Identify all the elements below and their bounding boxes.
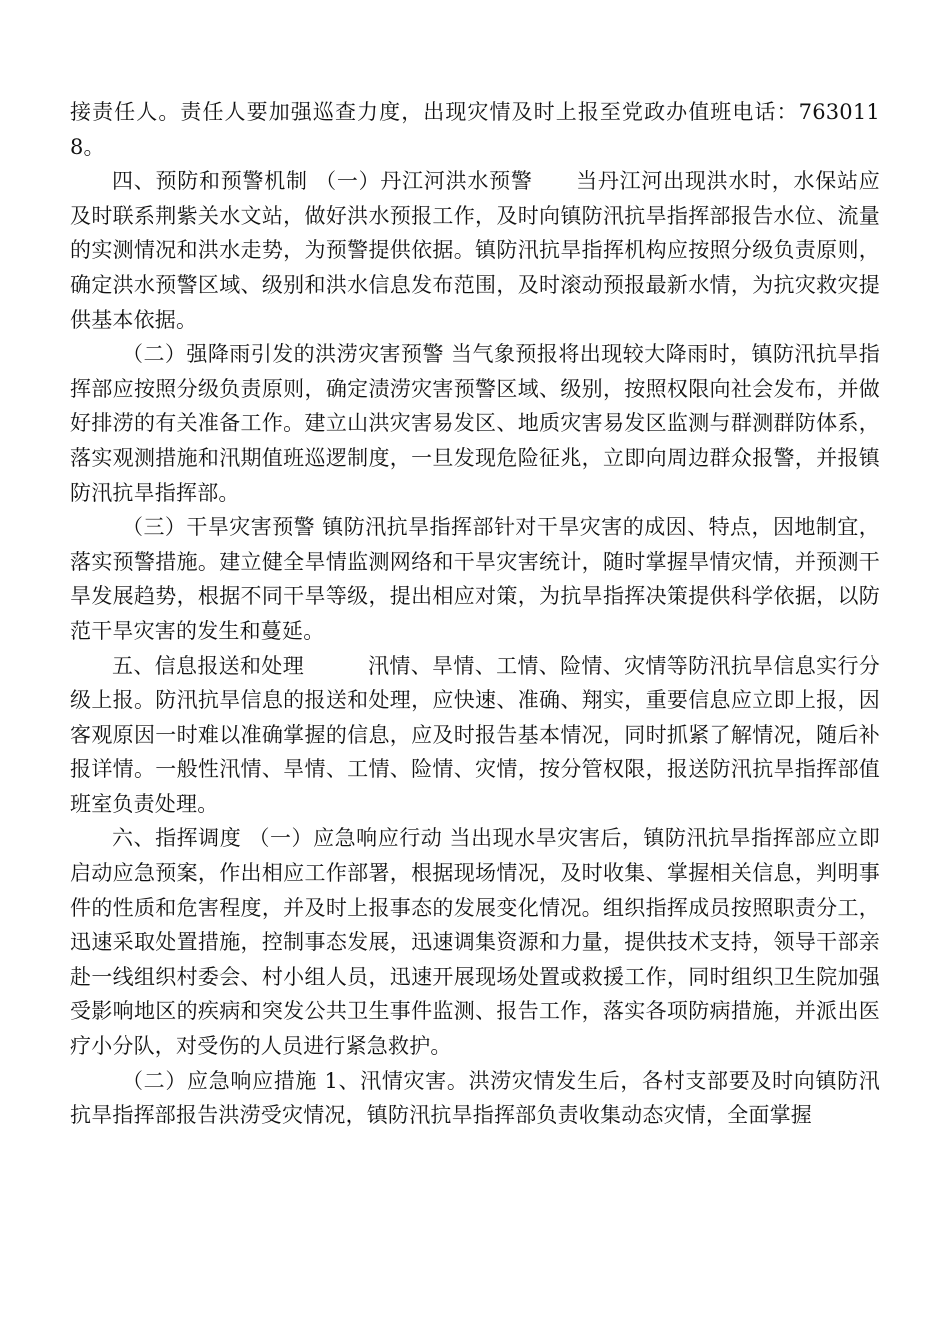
paragraph-prevention-warning: 四、预防和预警机制 （一）丹江河洪水预警 当丹江河出现洪水时，水保站应及时联系荆紫关水文站，做好洪水预报工作，及时向镇防汛抗旱指挥部报告水位、流量的实测情况和洪水走势，为预警提供依据。镇防汛抗旱指挥机构应按照分级负责原则，确定洪水预警区域、级别和洪水信息发布范围，及时滚动预报最新水情，为抗灾救灾提供基本依据。	[70, 169, 880, 332]
paragraph-info-reporting: 五、信息报送和处理 汛情、旱情、工情、险情、灾情等防汛抗旱信息实行分级上报。防汛抗旱信息的报送和处理，应快速、准确、翔实，重要信息应立即上报，因客观原因一时难以准确掌握的信息，应及时报告基本情况，同时抓紧了解情况，随后补报详情。一般性汛情、旱情、工情、险情、灾情，按分管权限，报送防汛抗旱指挥部值班室负责处理。	[70, 653, 880, 816]
paragraph-continuation: 接责任人。责任人要加强巡查力度，出现灾情及时上报至党政办值班电话：7630118。	[70, 100, 880, 159]
paragraph-rainstorm-warning: （二）强降雨引发的洪涝灾害预警 当气象预报将出现较大降雨时，镇防汛抗旱指挥部应按照分级负责原则，确定渍涝灾害预警区域、级别，按照权限向社会发布，并做好排涝的有关准备工作。建立山洪灾害易发区、地质灾害易发区监测与群测群防体系，落实观测措施和汛期值班巡逻制度，一旦发现危险征兆，立即向周边群众报警，并报镇防汛抗旱指挥部。	[70, 342, 880, 505]
paragraph-drought-warning: （三）干旱灾害预警 镇防汛抗旱指挥部针对干旱灾害的成因、特点，因地制宜，落实预警措施。建立健全旱情监测网络和干旱灾害统计，随时掌握旱情灾情，并预测干旱发展趋势，根据不同干旱等级，提出相应对策，为抗旱指挥决策提供科学依据，以防范干旱灾害的发生和蔓延。	[70, 515, 880, 643]
paragraph-emergency-measures: （二）应急响应措施 1、汛情灾害。洪涝灾情发生后，各村支部要及时向镇防汛抗旱指挥部报告洪涝受灾情况，镇防汛抗旱指挥部负责收集动态灾情，全面掌握	[70, 1068, 880, 1128]
paragraph-command-dispatch: 六、指挥调度 （一）应急响应行动 当出现水旱灾害后，镇防汛抗旱指挥部应立即启动应急预案，作出相应工作部署，根据现场情况，及时收集、掌握相关信息，判明事件的性质和危害程度，并及时上报事态的发展变化情况。组织指挥成员按照职责分工，迅速采取处置措施，控制事态发展，迅速调集资源和力量，提供技术支持，领导干部亲赴一线组织村委会、村小组人员，迅速开展现场处置或救援工作，同时组织卫生院加强受影响地区的疾病和突发公共卫生事件监测、报告工作，落实各项防病措施，并派出医疗小分队，对受伤的人员进行紧急救护。	[70, 826, 880, 1059]
